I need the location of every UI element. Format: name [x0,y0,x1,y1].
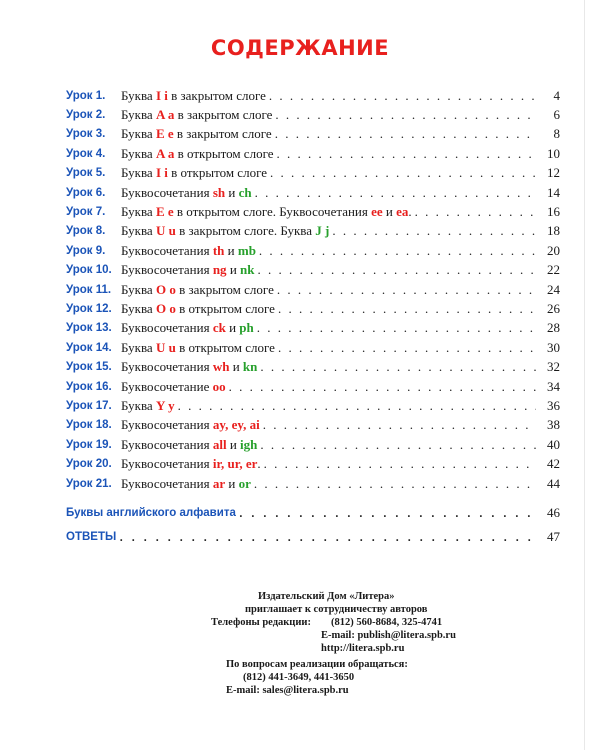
lesson-entry [121,107,560,123]
lesson-text: и [225,320,240,336]
page-number: 24 [547,281,560,297]
lesson-text: Буква [121,223,156,239]
page-number: 16 [547,204,560,220]
letter-highlight: I i [155,165,168,181]
letter-highlight: kn [242,359,258,375]
lesson-title [121,204,412,220]
letter-highlight: ph [239,320,254,336]
lesson-label: Урок 4. [66,147,106,160]
lesson-text: в закрытом слоге. Буква [175,223,316,239]
page-number: 12 [547,165,560,181]
lesson-entry [121,88,560,104]
toc-row [66,454,560,473]
lesson-entry [121,165,560,181]
letter-highlight: sh [212,184,226,200]
letter-highlight: wh [212,359,230,375]
letter-highlight: ay, ey, ai [212,417,260,433]
lesson-label: Урок 3. [66,128,106,141]
lesson-text: Буква [121,300,156,316]
lesson-label: Урок 17. [66,399,112,412]
leader-dots [260,359,536,375]
page-number: 47 [547,528,560,544]
letter-highlight: E e [155,204,174,220]
leader-dots [278,340,536,356]
letter-highlight: or [238,475,251,491]
toc-row [66,125,560,144]
lesson-label: Урок 20. [66,458,112,471]
lesson-label: Урок 12. [66,302,112,315]
toc-row [66,299,560,318]
lesson-text: Буквосочетания [121,242,213,258]
toc-row [66,319,560,338]
page-number: 46 [547,504,560,520]
sales-label: По вопросам реализации обращаться: [226,659,408,670]
lesson-entry [121,204,560,220]
lesson-label: Урок 7. [66,206,106,219]
leader-dots [255,185,536,201]
letter-highlight: th [212,242,225,258]
toc-row [66,86,560,105]
lesson-text: в открытом слоге [167,165,267,181]
leader-dots [263,417,536,433]
leader-dots [332,223,536,239]
lesson-title [121,223,329,239]
toc-row [66,261,560,280]
letter-highlight: ng [212,262,227,278]
lesson-text: Буква [121,339,156,355]
page-number: 34 [547,378,560,394]
lesson-label: Урок 9. [66,244,106,257]
lesson-title [121,456,261,472]
toc-row [66,164,560,183]
lesson-title [121,282,274,298]
leader-dots [239,504,536,522]
lesson-text: и [225,184,239,200]
letter-highlight: ir, ur, er [212,456,258,472]
lesson-text: и [224,242,238,258]
website: http://litera.spb.ru [321,643,405,654]
letter-highlight: J j [315,223,330,239]
lesson-entry [121,262,560,278]
letter-highlight: U u [155,223,176,239]
letter-highlight: igh [240,436,258,452]
letter-highlight: E e [155,126,174,142]
lesson-label: Урок 2. [66,109,106,122]
leader-dots [257,320,536,336]
toc-row-alphabet [66,503,560,522]
leader-dots [270,165,536,181]
lesson-label: Урок 19. [66,438,112,451]
lesson-title [121,301,275,317]
lesson-label: Урок 14. [66,341,112,354]
page-number: 6 [553,107,560,123]
leader-dots [254,476,536,492]
lesson-text: Буква [121,145,156,161]
phones-label: Телефоны редакции: [211,617,311,628]
lesson-title [121,146,274,162]
lesson-entry [121,243,560,259]
letter-highlight: ee [371,204,383,220]
lesson-label: Урок 21. [66,477,112,490]
toc-row [66,396,560,415]
leader-dots [264,456,536,472]
table-of-contents [66,86,560,493]
letter-highlight: ea [396,204,409,220]
lesson-label: Урок 8. [66,225,106,238]
alphabet-label: Буквы английского алфавита [66,506,236,519]
lesson-title [121,107,272,123]
leader-dots [277,146,537,162]
lesson-title [121,320,254,336]
lesson-label: Урок 6. [66,186,106,199]
lesson-entry [121,340,560,356]
lesson-title [121,126,272,142]
lesson-entry [121,146,560,162]
lesson-text: Буквосочетания [121,184,213,200]
lesson-text: Буква [121,126,156,142]
letter-highlight: nk [240,262,255,278]
lesson-title [121,379,226,395]
page-number: 40 [547,436,560,452]
lesson-entry [121,126,560,142]
lesson-text: Буква [121,107,156,123]
toc-row [66,416,560,435]
lesson-entry [121,379,560,395]
lesson-entry [121,437,560,453]
lesson-text: в открытом слоге [174,145,274,161]
lesson-text: Буквосочетания [121,359,213,375]
page-number: 10 [547,145,560,161]
lesson-text: в закрытом слоге [175,281,274,297]
phones-value: (812) 560-8684, 325-4741 [331,617,443,628]
toc-row [66,357,560,376]
lesson-text: . [257,456,261,472]
lesson-text: Буквосочетания [121,436,213,452]
lesson-text: и [226,262,241,278]
lesson-text: и [225,475,239,491]
letter-highlight: A a [155,107,175,123]
lesson-entry [121,185,560,201]
toc-row [66,222,560,241]
lesson-entry [121,398,560,414]
page-number: 36 [547,397,560,413]
page-number: 4 [553,87,560,103]
publisher-name: Издательский Дом «Литера» [258,591,395,602]
lesson-text: и [229,359,243,375]
lesson-text: Буквосочетания [121,320,213,336]
toc-row [66,241,560,260]
email-sales: E-mail: sales@litera.spb.ru [226,685,349,696]
lesson-title [121,185,252,201]
page-title: СОДЕРЖАНИЕ [210,36,390,60]
lesson-label: Урок 11. [66,283,112,296]
leader-dots [275,107,536,123]
lesson-label: Урок 15. [66,361,112,374]
lesson-text: Буква [121,165,156,181]
page-number: 20 [547,242,560,258]
lesson-label: Урок 13. [66,322,112,335]
leader-dots [269,88,536,104]
sales-phones: (812) 441-3649, 441-3650 [243,672,355,683]
lesson-text: Буква [121,281,156,297]
lesson-label: Урок 10. [66,264,112,277]
lesson-entry [121,282,560,298]
lesson-text: в закрытом слоге [167,87,266,103]
leader-dots [275,126,536,142]
lesson-title [121,437,257,453]
lesson-title [121,165,267,181]
letter-highlight: ar [212,475,226,491]
toc-row-answers [66,527,560,546]
lesson-title [121,417,260,433]
toc-row [66,280,560,299]
lesson-entry [121,476,560,492]
lesson-text: . [408,204,412,220]
page-number: 26 [547,300,560,316]
lesson-entry [121,301,560,317]
lesson-text: Буква [121,87,156,103]
leader-dots [259,243,536,259]
letter-highlight: ch [238,184,252,200]
lesson-text: Буква [121,204,156,220]
letter-highlight: ck [212,320,226,336]
lesson-entry [121,223,560,239]
toc-row [66,202,560,221]
lesson-label: Урок 5. [66,167,106,180]
lesson-title [121,359,257,375]
letter-highlight: O o [155,300,176,316]
page-number: 42 [547,456,560,472]
leader-dots [278,301,536,317]
leader-dots [258,262,537,278]
lesson-label: Урок 16. [66,380,112,393]
letter-highlight: oo [212,378,226,394]
lesson-text: в закрытом слоге [173,126,272,142]
lesson-text: Буквосочетания [121,456,213,472]
letter-highlight: mb [237,242,256,258]
toc-row [66,144,560,163]
lesson-text: Буквосочетания [121,475,213,491]
leader-dots [415,204,536,220]
page-number: 30 [547,339,560,355]
lesson-entry [121,359,560,375]
lesson-title [121,88,266,104]
lesson-text: и [382,204,397,220]
lesson-label: Урок 18. [66,419,112,432]
lesson-text: Буква [121,397,156,413]
lesson-label: Урок 1. [66,89,106,102]
lesson-title [121,243,256,259]
leader-dots [119,528,536,546]
lesson-entry [121,456,560,472]
page-number: 32 [547,359,560,375]
lesson-title [121,476,251,492]
lesson-entry [121,417,560,433]
lesson-title [121,398,175,414]
lesson-text: Буквосочетания [121,262,213,278]
lesson-text: в закрытом слоге [174,107,273,123]
page-number: 8 [553,126,560,142]
publisher-invite: приглашает к сотрудничеству авторов [245,604,428,615]
page-number: 38 [547,417,560,433]
lesson-text: Буквосочетание [121,378,213,394]
email-publish: E-mail: publish@litera.spb.ru [321,630,456,641]
letter-highlight: I i [155,87,168,103]
lesson-text: в открытом слоге [175,300,275,316]
page-number: 18 [547,223,560,239]
toc-row [66,377,560,396]
lesson-text: Буквосочетания [121,417,213,433]
letter-highlight: Y y [155,397,175,413]
letter-highlight: U u [155,339,176,355]
leader-dots [277,282,536,298]
page-number: 44 [547,475,560,491]
leader-dots [229,379,536,395]
toc-row [66,435,560,454]
lesson-text: в открытом слоге. Буквосочетания [173,204,372,220]
letter-highlight: A a [155,145,175,161]
letter-highlight: all [212,436,227,452]
lesson-title [121,262,255,278]
leader-dots [260,437,536,453]
lesson-text: и [226,436,241,452]
toc-row [66,105,560,124]
lesson-text: в открытом слоге [175,339,275,355]
lesson-entry [121,320,560,336]
leader-dots [178,398,536,414]
toc-row [66,183,560,202]
lesson-title [121,340,275,356]
page-number: 22 [547,262,560,278]
page-number: 28 [547,320,560,336]
toc-row [66,474,560,493]
letter-highlight: O o [155,281,176,297]
toc-row [66,338,560,357]
page-number: 14 [547,184,560,200]
answers-label: ОТВЕТЫ [66,530,117,543]
